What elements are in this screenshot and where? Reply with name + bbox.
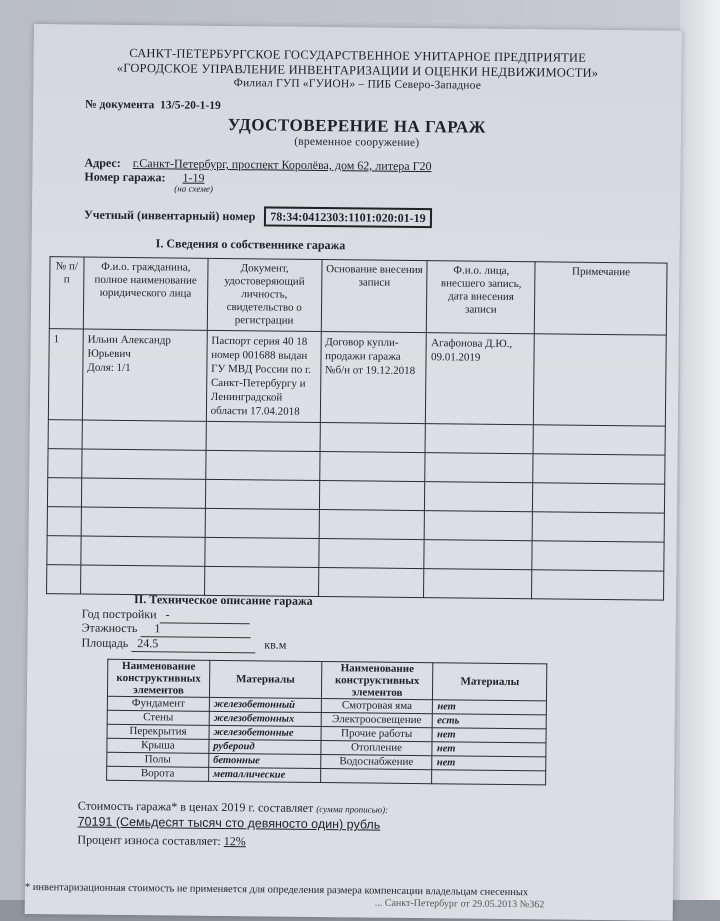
cost-label: Стоимость гаража* в ценах 2019 г. составляет xyxy=(77,798,314,815)
col-note: Примечание xyxy=(535,262,668,335)
element-material: есть xyxy=(433,714,547,729)
org-line-1: САНКТ-ПЕТЕРБУРГСКОЕ ГОСУДАРСТВЕННОЕ УНИТАРНОЕ ПРЕДПРИЯТИЕ xyxy=(129,46,587,65)
col-name: Ф.и.о. гражданина, полное наименование юридического лица xyxy=(83,257,208,330)
element-material: бетонные xyxy=(209,753,321,768)
element-name xyxy=(320,769,432,784)
element-name: Ворота xyxy=(107,766,209,781)
element-material: нет xyxy=(432,728,546,743)
doc-number-label: № документа xyxy=(85,98,155,112)
area-label: Площадь xyxy=(81,635,129,651)
owner-row xyxy=(48,329,666,426)
owner-document: Паспорт серия 40 18 номер 001688 выдан ГУ МВД России по г. Санкт-Петербургу и Ленинградской области 17.04.2018 xyxy=(206,330,321,422)
col-material-1: Материалы xyxy=(209,660,321,698)
footnote: * инвентаризационная стоимость не применяется для определения размера компенсации владельцам снесенных xyxy=(24,881,529,899)
element-name: Электроосвещение xyxy=(321,713,433,728)
document-sheet xyxy=(25,24,682,921)
area-row xyxy=(81,636,286,654)
owners-header-row xyxy=(49,257,667,335)
element-name: Полы xyxy=(107,752,209,767)
year-value: - xyxy=(159,607,249,624)
element-name: Перекрытия xyxy=(107,724,209,739)
year-label: Год постройки xyxy=(81,606,157,622)
element-material: рубероид xyxy=(209,739,321,754)
element-name: Смотровая яма xyxy=(321,699,433,714)
owner-name-line1: Ильин Александр xyxy=(87,333,171,347)
col-basis: Основание внесения записи xyxy=(321,260,428,333)
col-registrar: Ф.и.о. лица, внесшего запись, дата внесения записи xyxy=(427,261,536,334)
org-branch: Филиал ГУП «ГУИОН» – ПИБ Северо-Западное xyxy=(233,77,482,92)
col-document: Документ, удостоверяющий личность, свидетельство о регистрации xyxy=(207,258,322,331)
wear-value: 12% xyxy=(223,834,246,849)
area-value: 24.5 xyxy=(131,636,255,653)
owner-name-line2: Юрьевич xyxy=(87,347,131,361)
elements-header-row xyxy=(107,659,546,701)
floors-value: 1 xyxy=(140,621,250,638)
background-edge xyxy=(680,0,720,900)
inventory-label: Учетный (инвентарный) номер xyxy=(83,207,256,224)
owner-name xyxy=(82,329,207,421)
element-material: железобетонный xyxy=(209,697,321,712)
doc-subtitle: (временное сооружение) xyxy=(294,135,420,150)
garage-number-value: 1-19 xyxy=(182,170,205,185)
garage-number-label: Номер гаража: xyxy=(84,169,166,185)
owner-basis: Договор купли-продажи гаража №б/н от 19.12.2018 xyxy=(320,332,427,424)
section2-title: II. Техническое описание гаража xyxy=(133,592,313,608)
element-name: Прочие работы xyxy=(321,727,433,742)
element-name: Отопление xyxy=(321,741,433,756)
element-material: нет xyxy=(432,756,546,771)
element-name: Крыша xyxy=(107,738,209,753)
element-material xyxy=(432,770,546,785)
element-material: металлические xyxy=(208,767,320,782)
inventory-row xyxy=(84,208,432,227)
floors-label: Этажность xyxy=(81,620,138,636)
owners-table xyxy=(46,256,668,600)
garage-number-note: (на схеме) xyxy=(174,183,213,194)
element-name: Водоснабжение xyxy=(320,755,432,770)
element-material: железобетонные xyxy=(209,725,321,740)
address-value: г.Санкт-Петербург, проспект Королёва, дом 62, литера Г20 xyxy=(132,156,432,174)
col-material-2: Материалы xyxy=(433,663,547,701)
inventory-number: 78:34:0412303:1101:020:01-19 xyxy=(264,206,432,228)
footnote-tail: ... Санкт-Петербург от 29.05.2013 №362 xyxy=(374,897,545,911)
elements-table xyxy=(106,659,547,786)
col-element-2: Наименование конструктивных элементов xyxy=(321,662,433,700)
owner-note xyxy=(534,334,667,426)
cost-note: (сумма прописью): xyxy=(316,803,389,815)
element-material: железобетонных xyxy=(209,711,321,726)
element-material: нет xyxy=(432,742,546,757)
col-element-1: Наименование конструктивных элементов xyxy=(107,659,209,697)
element-material: нет xyxy=(433,700,547,715)
org-line-2: «ГОРОДСКОЕ УПРАВЛЕНИЕ ИНВЕНТАРИЗАЦИИ И ОЦЕНКИ НЕДВИЖИМОСТИ» xyxy=(116,60,599,80)
owner-share: Доля: 1/1 xyxy=(87,361,131,375)
area-unit: кв.м xyxy=(264,637,287,652)
doc-number xyxy=(85,99,221,112)
owner-registrar: Агафонова Д.Ю., 09.01.2019 xyxy=(426,333,535,425)
doc-number-value: 13/5-20-1-19 xyxy=(160,99,221,112)
wear-label: Процент износа составляет: xyxy=(77,832,221,849)
doc-title: УДОСТОВЕРЕНИЕ НА ГАРАЖ xyxy=(227,115,487,137)
cost-value: 70191 (Семьдесят тысяч сто девяносто один) рубль xyxy=(77,814,381,832)
element-name: Фундамент xyxy=(107,696,209,711)
owner-num: 1 xyxy=(48,329,83,420)
address-label: Адрес: xyxy=(84,155,121,170)
col-num: № п/п xyxy=(49,257,84,329)
wear-row xyxy=(77,833,246,850)
element-name: Стены xyxy=(107,710,209,725)
section1-title: I. Сведения о собственнике гаража xyxy=(155,236,346,253)
